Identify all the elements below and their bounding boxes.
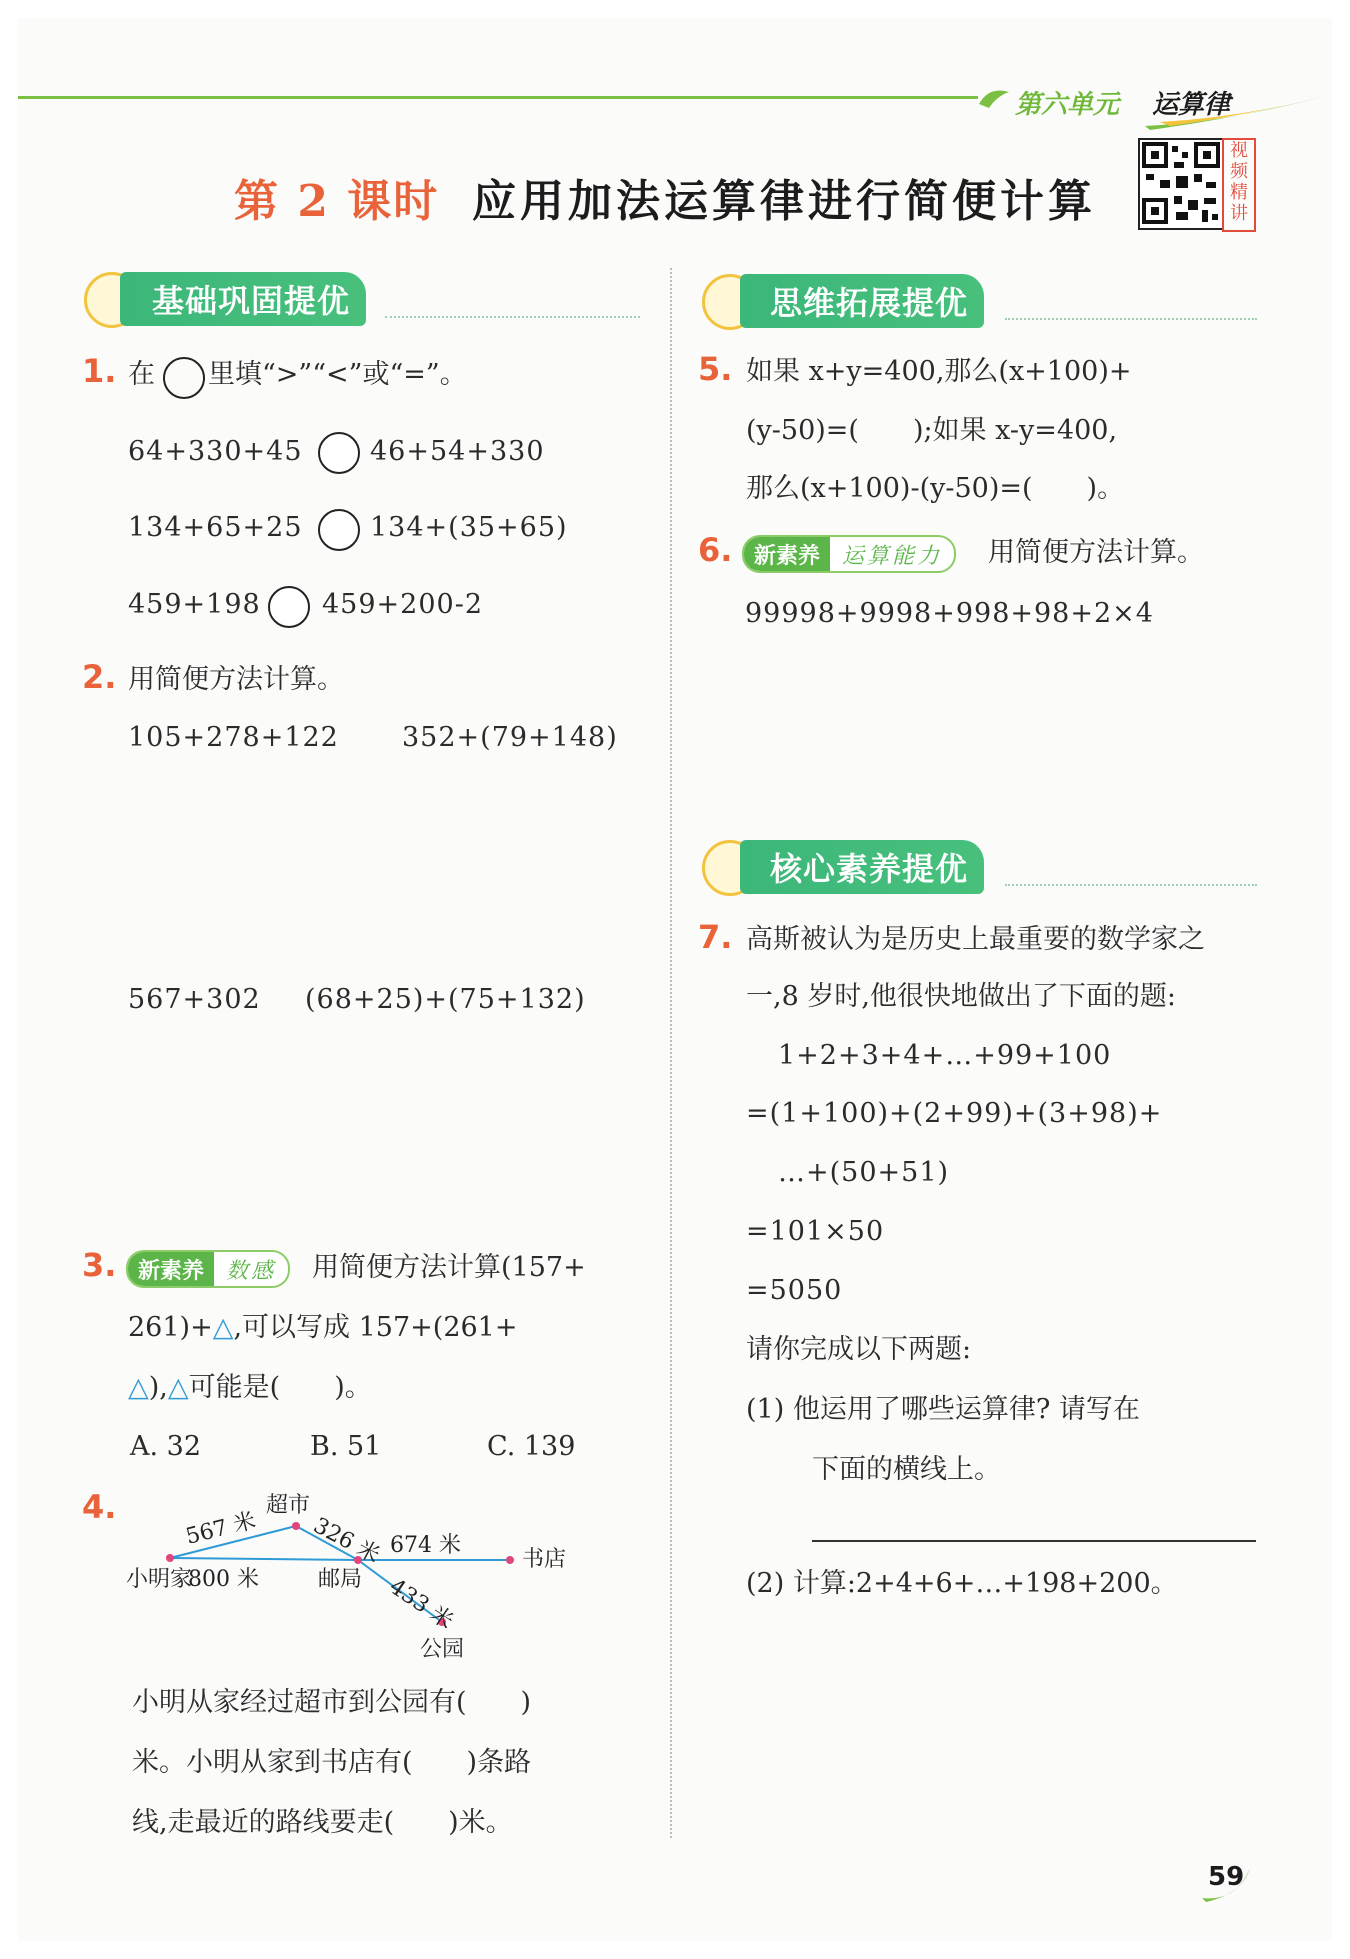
q7-sub1-cont: 下面的横线上。: [812, 1454, 1001, 1485]
route-map: [118, 1482, 598, 1672]
q4-line2: 米。小明从家到书店有( )条路: [132, 1747, 532, 1778]
q4-line1: 小明从家经过超市到公园有( ): [132, 1687, 532, 1718]
q2-expr: (68+25)+(75+132): [305, 984, 586, 1015]
question-number: 2.: [82, 658, 117, 696]
q2-expr: 567+302: [128, 984, 261, 1015]
map-distance: 326 米: [309, 1513, 384, 1569]
q1-left-expr: 459+198: [128, 589, 261, 620]
q7-calc-step: =101×50: [746, 1216, 885, 1247]
triangle-icon: △: [212, 1312, 234, 1343]
question-number: 6.: [698, 531, 733, 569]
unit-label: 第六单元: [1015, 90, 1120, 120]
q1-left-expr: 64+330+45: [128, 436, 303, 467]
q7-calc-step: …+(50+51): [778, 1157, 950, 1188]
q6-expr: 99998+9998+998+98+2×4: [745, 598, 1154, 629]
q1-prompt-a: 在: [128, 359, 155, 390]
option-c[interactable]: C. 139: [487, 1431, 576, 1462]
q7-line2: 一,8 岁时,他很快地做出了下面的题:: [746, 981, 1177, 1012]
map-post-label: 邮局: [318, 1567, 363, 1592]
section-divider: [385, 316, 640, 318]
literacy-badge: 新素养 数感: [126, 1250, 290, 1288]
question-number: 7.: [698, 918, 733, 956]
q1-left-expr: 134+65+25: [128, 512, 303, 543]
q5-line1: 如果 x+y=400,那么(x+100)+: [746, 356, 1132, 387]
q3-line2: 261)+△,可以写成 157+(261+: [128, 1312, 518, 1343]
q6-prompt: 用简便方法计算。: [988, 537, 1204, 568]
page-number: 59: [1208, 1862, 1245, 1892]
q3-line3: △),△可能是( )。: [128, 1372, 372, 1403]
map-distance: 567 米: [183, 1508, 259, 1550]
header-rule: [18, 96, 978, 99]
q2-expr: 105+278+122: [128, 722, 339, 753]
option-b[interactable]: B. 51: [310, 1431, 382, 1462]
q7-line1: 高斯被认为是历史上最重要的数学家之: [746, 924, 1205, 955]
map-home-label: 小明家: [126, 1567, 193, 1592]
q7-ask: 请你完成以下两题:: [746, 1334, 972, 1365]
q1-right-expr: 134+(35+65): [370, 512, 568, 543]
section-divider: [1005, 318, 1257, 320]
section-core: 核心素养提优: [740, 840, 984, 894]
answer-line[interactable]: [812, 1540, 1256, 1542]
map-bookstore-label: 书店: [522, 1547, 567, 1572]
q7-calc-step: =5050: [746, 1275, 843, 1306]
section-basic: 基础巩固提优: [120, 272, 366, 326]
unit-topic: 运算律: [1152, 90, 1231, 120]
column-divider: [670, 268, 672, 1838]
q2-expr: 352+(79+148): [402, 722, 618, 753]
q2-prompt: 用简便方法计算。: [128, 664, 344, 695]
lesson-title: 应用加法运算律进行简便计算: [472, 176, 1096, 227]
q7-sub2: (2) 计算:2+4+6+…+198+200。: [746, 1568, 1178, 1599]
compare-circle[interactable]: [318, 509, 360, 551]
map-distance: 674 米: [390, 1533, 461, 1558]
map-market-label: 超市: [266, 1493, 311, 1518]
map-park-label: 公园: [420, 1637, 465, 1662]
qr-code-icon[interactable]: [1138, 138, 1224, 230]
lesson-number: 第 2 课时: [234, 176, 440, 227]
literacy-badge: 新素养 运算能力: [742, 535, 956, 573]
video-label: 视 频 精 讲: [1222, 138, 1256, 232]
circle-blank-icon: [163, 357, 205, 399]
map-distance: 433 米: [384, 1574, 458, 1635]
q4-line3: 线,走最近的路线要走( )米。: [132, 1807, 513, 1838]
q1-prompt-b: 里填“>”“<”或“=”。: [208, 359, 467, 390]
question-number: 1.: [82, 352, 117, 390]
question-number: 5.: [698, 350, 733, 388]
compare-circle[interactable]: [318, 432, 360, 474]
section-divider: [1005, 884, 1257, 886]
triangle-icon: △: [128, 1372, 149, 1403]
q1-right-expr: 459+200-2: [322, 589, 483, 620]
q5-line2: (y-50)=( );如果 x-y=400,: [746, 415, 1118, 446]
q3-line1: 用简便方法计算(157+: [312, 1252, 586, 1283]
compare-circle[interactable]: [268, 586, 310, 628]
question-number: 4.: [82, 1488, 117, 1526]
section-thinking: 思维拓展提优: [740, 274, 984, 328]
option-a[interactable]: A. 32: [130, 1431, 202, 1462]
swoosh-decoration: [1140, 92, 1330, 132]
map-distance: 800 米: [188, 1567, 259, 1592]
q7-calc-step: =(1+100)+(2+99)+(3+98)+: [746, 1098, 1163, 1129]
question-number: 3.: [82, 1246, 117, 1284]
page-swoosh-decoration: [1196, 1858, 1256, 1906]
q7-calc-step: 1+2+3+4+…+99+100: [778, 1040, 1112, 1071]
q5-line3: 那么(x+100)-(y-50)=( )。: [746, 473, 1125, 504]
q7-sub1: (1) 他运用了哪些运算律? 请写在: [746, 1394, 1140, 1425]
leaf-icon: [975, 82, 1015, 112]
triangle-icon: △: [167, 1372, 189, 1403]
q1-right-expr: 46+54+330: [370, 436, 545, 467]
